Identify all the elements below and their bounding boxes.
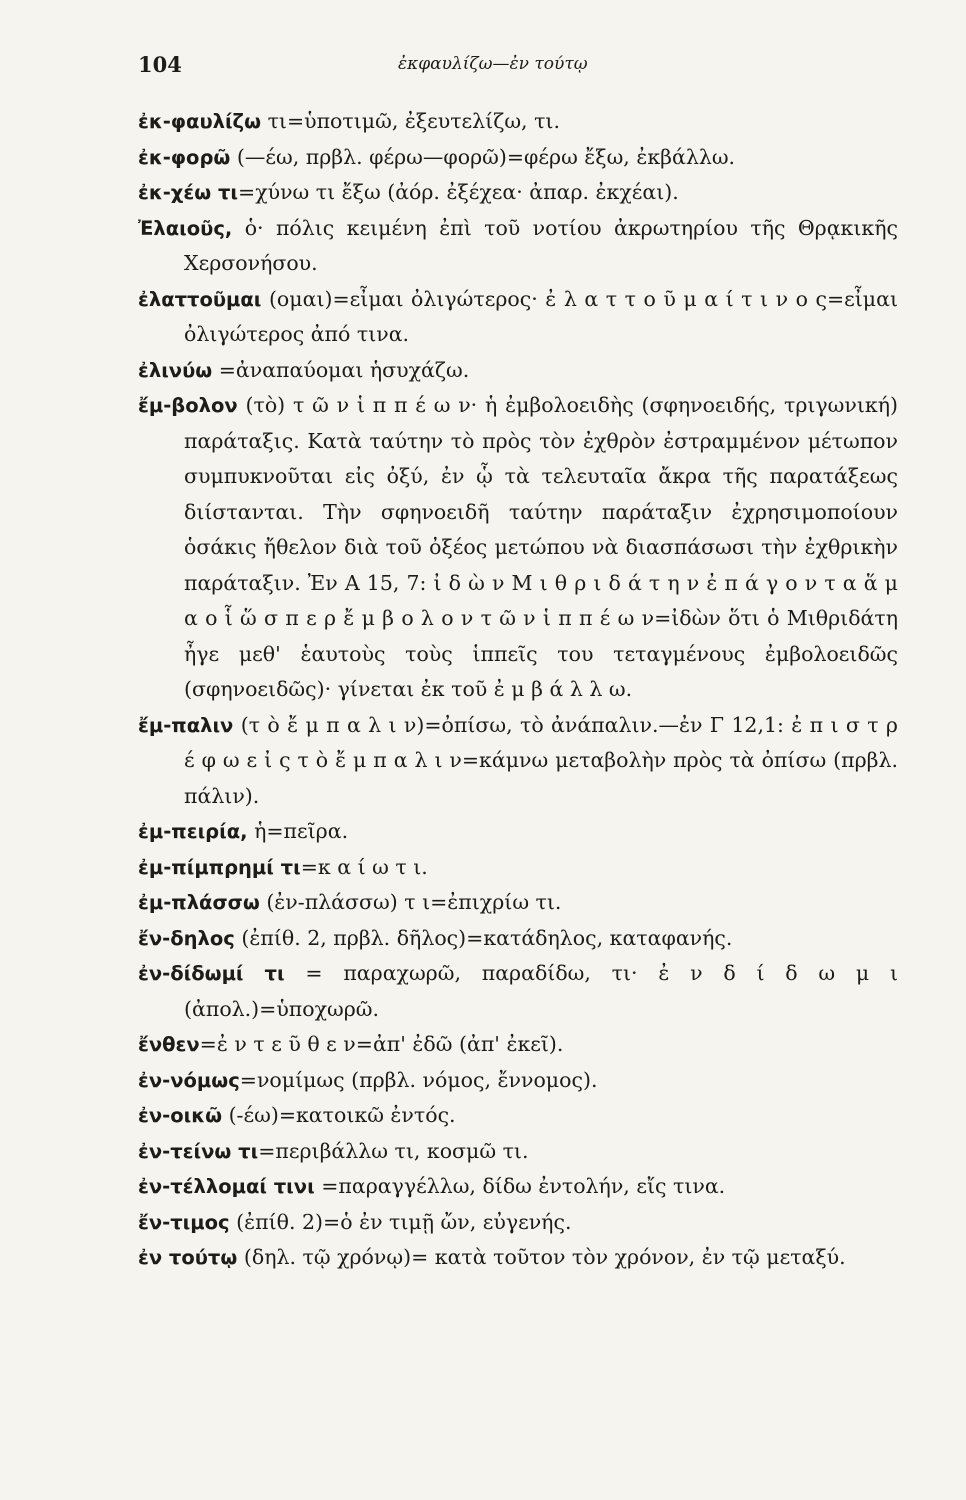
dictionary-entry — [138, 850, 898, 886]
entry-definition: (τ ὸ ἔ μ π α λ ι ν)=ὀπίσω, τὸ ἀνάπαλιν.—ἐν Γ 12,1: ἐ π ι σ τ ρ έ φ ω ε ἰ ς τ ὸ ἔ μ π α λ ι ν=κάμνω μεταβολὴν πρὸς τὰ ὀπίσω (πρβλ. πάλιν). — [184, 712, 898, 808]
entry-lemma: ἔν-τιμος — [138, 1210, 230, 1234]
dictionary-entry — [138, 1205, 898, 1241]
entry-lemma: ἐμ-πλάσσω — [138, 891, 260, 914]
running-head: ἐκφαυλίζω—ἐν τούτῳ — [398, 54, 588, 74]
entry-definition: =ἀναπαύομαι ἡσυχάζω. — [218, 357, 470, 382]
entry-lemma: ἐν-τείνω τι — [138, 1139, 259, 1163]
entry-lemma: ἐν-οικῶ — [138, 1104, 223, 1127]
entry-definition: =χύνω τι ἔξω (ἀόρ. ἐξέχεα· ἀπαρ. ἐκχέαι). — [238, 180, 679, 204]
entry-lemma: ἐν-δίδωμί τι — [138, 962, 285, 985]
dictionary-entry — [138, 1063, 898, 1099]
entry-lemma: ἔμ-παλιν — [138, 713, 234, 737]
entry-lemma: ἐκ-φαυλίζω — [138, 110, 262, 133]
entry-definition: ἡ=πεῖρα. — [254, 819, 349, 843]
dictionary-entry — [138, 282, 898, 353]
dictionary-entries — [138, 104, 898, 1276]
entry-lemma: ἐμ-πίμπρημί τι — [138, 855, 301, 879]
entry-definition: τι=ὑποτιμῶ, ἐξευτελίζω, τι. — [267, 109, 560, 133]
entry-lemma: ἐκ-χέω τι — [138, 181, 239, 204]
dictionary-entry — [138, 814, 898, 850]
entry-definition: ὁ· πόλις κειμένη ἐπὶ τοῦ νοτίου ἀκρωτηρίου τῆς Θρᾳκικῆς Χερσονήσου. — [184, 215, 898, 275]
entry-definition: (ἐπίθ. 2)=ὁ ἐν τιμῇ ὤν, εὐγενής. — [236, 1209, 572, 1234]
entry-definition: =κ α ί ω τ ι. — [300, 854, 428, 879]
dictionary-entry — [138, 353, 898, 389]
entry-definition: (-έω)=κατοικῶ ἐντός. — [228, 1103, 456, 1127]
entry-lemma: ἐλινύω — [138, 358, 213, 382]
dictionary-entry — [138, 956, 898, 1027]
entry-lemma: ἔμ-βολον — [138, 394, 238, 417]
entry-lemma: ἔν-δηλος — [138, 926, 235, 950]
entry-lemma: ἐμ-πειρία, — [138, 820, 248, 843]
dictionary-entry — [138, 175, 898, 211]
dictionary-entry — [138, 921, 898, 957]
entry-definition: =παραγγέλλω, δίδω ἐντολήν, εἴς τινα. — [321, 1174, 726, 1198]
entry-lemma: ἐλαττοῦμαι — [138, 287, 262, 311]
dictionary-entry — [138, 1169, 898, 1205]
entry-definition: (δηλ. τῷ χρόνῳ)= κατὰ τοῦτον τὸν χρόνον, ἐν τῷ μεταξύ. — [243, 1245, 846, 1269]
entry-lemma: ἐν-νόμως — [138, 1068, 240, 1092]
dictionary-entry — [138, 104, 898, 140]
dictionary-entry — [138, 140, 898, 176]
page-number: 104 — [138, 52, 182, 77]
entry-definition: (ἐν-πλάσσω) τ ι=ἐπιχρίω τι. — [266, 890, 562, 914]
entry-definition: = παραχωρῶ, παραδίδω, τι· ἐ ν δ ί δ ω μ ι (ἀπολ.)=ὑποχωρῶ. — [184, 961, 898, 1021]
dictionary-entry — [138, 708, 898, 815]
dictionary-entry — [138, 1098, 898, 1134]
dictionary-entry — [138, 1027, 898, 1063]
entry-definition: =νομίμως (πρβλ. νόμος, ἔννομος). — [239, 1067, 598, 1092]
entry-lemma: Ἐλαιοῦς, — [138, 216, 233, 240]
entry-definition: (—έω, πρβλ. φέρω—φορῶ)=φέρω ἔξω, ἐκβάλλω. — [236, 144, 736, 169]
entry-definition: =ἐ ν τ ε ῦ θ ε ν=ἀπ' ἐδῶ (ἀπ' ἐκεῖ). — [199, 1032, 564, 1056]
entry-definition: =περιβάλλω τι, κοσμῶ τι. — [258, 1138, 529, 1163]
page-header — [138, 52, 898, 84]
entry-lemma: ἐκ-φορῶ — [138, 145, 231, 169]
entry-definition: (ἐπίθ. 2, πρβλ. δῆλος)=κατάδηλος, καταφανής. — [241, 925, 733, 950]
entry-lemma: ἔνθεν — [138, 1033, 200, 1056]
entry-lemma: ἐν τούτῳ — [138, 1246, 238, 1269]
dictionary-entry — [138, 885, 898, 921]
dictionary-entry — [138, 1240, 898, 1276]
entry-lemma: ἐν-τέλλομαί τινι — [138, 1175, 315, 1198]
entry-definition: (τὸ) τ ῶ ν ἱ π π έ ω ν· ἡ ἐμβολοειδὴς (σφηνοειδής, τριγωνική) παράταξις. Κατὰ ταύτην τὸ πρὸς τὸν ἐχθρὸν ἐστραμμένον μέτωπον συμπυκνοῦται εἰς ὀξύ, ἐν ᾧ τὰ τελευταῖα ἄκρα τῆς παρατάξεως διίστανται. Τὴν σφηνοειδῆ ταύτην παράταξιν ἐχρησιμοποίουν ὁσάκις ἤθελον διὰ τοῦ ὀξέος μετώπου νὰ διασπάσωσι τὴν ἐχθρικὴν παράταξιν. Ἐν Α 15, 7: ἰ δ ὼ ν Μ ι θ ρ ι δ ά τ η ν ἐ π ά γ ο ν τ α ἅ μ α ο ἷ ὥ σ π ε ρ ἔ μ β ο λ ο ν τ ῶ ν ἱ π π έ ω ν=ἰδὼν ὅτι ὁ Μιθριδάτη ἦγε μεθ' ἑαυτοὺς τοὺς ἱππεῖς του τεταγμένους ἐμβολοειδῶς (σφηνοειδῶς)· γίνεται ἐκ τοῦ ἐ μ β ά λ λ ω. — [184, 393, 898, 701]
entry-definition: (ομαι)=εἶμαι ὀλιγώτερος· ἐ λ α τ τ ο ῦ μ α ί τ ι ν ο ς=εἶμαι ὀλιγώτερος ἀπό τινα. — [184, 286, 898, 346]
dictionary-entry — [138, 1134, 898, 1170]
dictionary-entry — [138, 388, 898, 708]
dictionary-entry — [138, 211, 898, 282]
